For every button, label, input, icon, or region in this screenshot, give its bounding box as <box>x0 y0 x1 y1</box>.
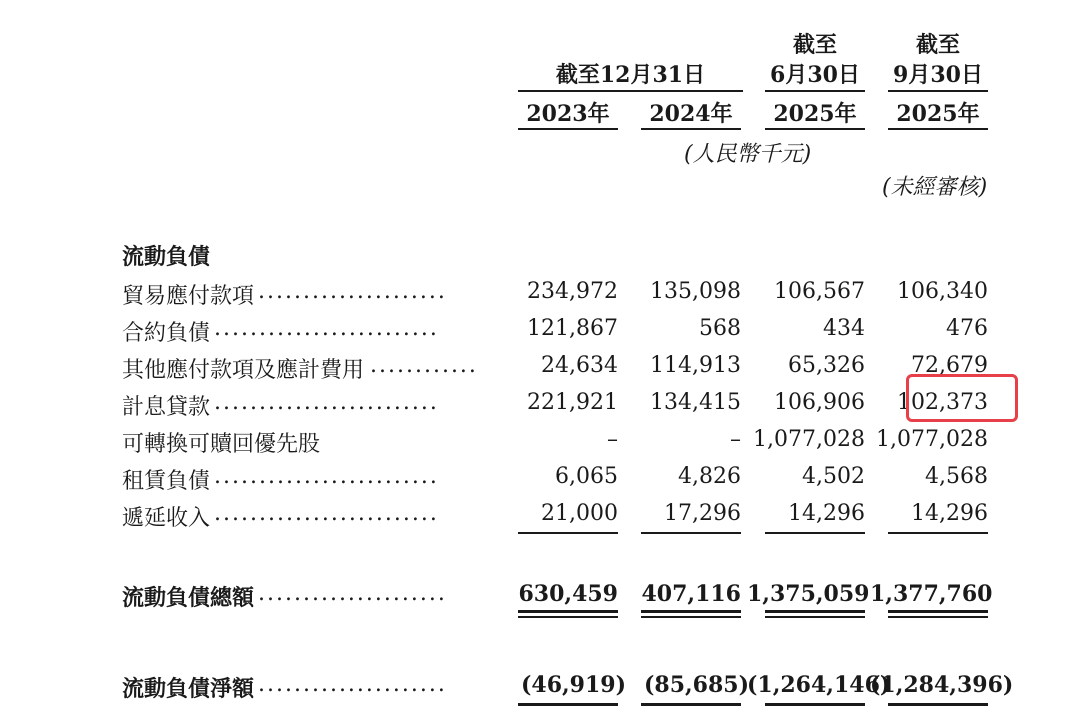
header-group-jun30-line1: 截至 <box>792 32 837 58</box>
cell-value: 14,296 <box>911 501 988 526</box>
highlight-box <box>906 374 1018 422</box>
cell-value: 106,567 <box>774 279 865 304</box>
year-rule-2023 <box>518 128 618 130</box>
cell-value: – <box>607 427 618 452</box>
section-title: 流動負債 <box>122 244 211 270</box>
cell-value: 1,077,028 <box>876 427 988 452</box>
net-value: (46,919) <box>520 672 626 698</box>
cell-value: 234,972 <box>527 279 618 304</box>
total-row-label: 流動負債總額 <box>122 585 255 611</box>
cell-value: 17,296 <box>664 501 741 526</box>
net-value: (85,685) <box>643 672 749 698</box>
total-value: 1,377,760 <box>870 581 993 607</box>
cell-value: 102,373 <box>897 390 988 415</box>
cell-value: 21,000 <box>541 501 618 526</box>
net-row-leader-dots: ..................... <box>258 672 447 697</box>
row-label: 貿易應付款項 <box>122 284 255 309</box>
subtotal-rule-2025-jun <box>765 532 865 534</box>
cell-value: 121,867 <box>527 316 618 341</box>
cell-value: 134,415 <box>650 390 741 415</box>
header-group-sep30-rule <box>888 90 988 92</box>
row-label: 其他應付款項及應計費用 <box>122 358 365 383</box>
total-row-leader-dots: ..................... <box>258 581 447 606</box>
total-double-rule-2025-sep-a <box>888 610 988 613</box>
cell-value: 568 <box>699 316 741 341</box>
cell-value: 106,906 <box>774 390 865 415</box>
total-value: 407,116 <box>641 581 741 607</box>
total-double-rule-2024-a <box>641 610 741 613</box>
cell-value: 24,634 <box>541 353 618 378</box>
header-year-2025-sep: 2025年 <box>896 101 980 127</box>
row-leader-dots: ......................... <box>214 501 439 526</box>
net-rule-2025-jun <box>765 703 865 706</box>
cell-value: 114,913 <box>650 353 741 378</box>
header-group-dec31: 截至12月31日 <box>555 62 706 88</box>
unit-note: (人民幣千元) <box>684 142 812 167</box>
cell-value: 1,077,028 <box>753 427 865 452</box>
header-year-2023: 2023年 <box>526 101 610 127</box>
cell-value: 6,065 <box>555 464 618 489</box>
cell-value: 434 <box>823 316 865 341</box>
net-rule-2023 <box>518 703 618 706</box>
row-label: 可轉換可贖回優先股 <box>122 432 321 457</box>
total-double-rule-2025-jun-b <box>765 616 865 618</box>
total-double-rule-2024-b <box>641 616 741 618</box>
subtotal-rule-2025-sep <box>888 532 988 534</box>
row-leader-dots: ......................... <box>214 464 439 489</box>
row-leader-dots: ..................... <box>258 279 447 304</box>
net-value: (1,264,146) <box>747 672 891 698</box>
cell-value: – <box>730 427 741 452</box>
row-label: 租賃負債 <box>122 469 211 494</box>
cell-value: 135,098 <box>650 279 741 304</box>
cell-value: 72,679 <box>911 353 988 378</box>
header-year-2025-jun: 2025年 <box>773 101 857 127</box>
cell-value: 221,921 <box>527 390 618 415</box>
net-value: (1,284,396) <box>870 672 1014 698</box>
year-rule-2025-jun <box>765 128 865 130</box>
net-rule-2025-sep <box>888 703 988 706</box>
subtotal-rule-2023 <box>518 532 618 534</box>
cell-value: 4,502 <box>802 464 865 489</box>
total-double-rule-2025-sep-b <box>888 616 988 618</box>
row-label: 計息貸款 <box>122 395 211 420</box>
subtotal-rule-2024 <box>641 532 741 534</box>
row-leader-dots: ............ <box>370 353 478 378</box>
total-double-rule-2025-jun-a <box>765 610 865 613</box>
cell-value: 14,296 <box>788 501 865 526</box>
row-leader-dots: ......................... <box>214 390 439 415</box>
total-value: 630,459 <box>518 581 618 607</box>
cell-value: 4,568 <box>925 464 988 489</box>
cell-value: 476 <box>946 316 988 341</box>
row-label: 合約負債 <box>122 321 211 346</box>
total-double-rule-2023-b <box>518 616 618 618</box>
header-group-sep30-line1: 截至 <box>915 32 960 58</box>
header-group-jun30-line2: 6月30日 <box>770 62 860 88</box>
cell-value: 106,340 <box>897 279 988 304</box>
net-row-label: 流動負債淨額 <box>122 676 255 702</box>
row-leader-dots: ......................... <box>214 316 439 341</box>
header-group-dec31-rule <box>518 90 743 92</box>
cell-value: 4,826 <box>678 464 741 489</box>
cell-value: 65,326 <box>788 353 865 378</box>
header-year-2024: 2024年 <box>649 101 733 127</box>
total-value: 1,375,059 <box>747 581 870 607</box>
year-rule-2024 <box>641 128 741 130</box>
total-double-rule-2023-a <box>518 610 618 613</box>
header-group-jun30-rule <box>765 90 865 92</box>
net-rule-2024 <box>641 703 741 706</box>
header-group-sep30-line2: 9月30日 <box>893 62 983 88</box>
year-rule-2025-sep <box>888 128 988 130</box>
unaudited-note: (未經審核) <box>882 175 988 200</box>
row-label: 遞延收入 <box>122 506 211 531</box>
